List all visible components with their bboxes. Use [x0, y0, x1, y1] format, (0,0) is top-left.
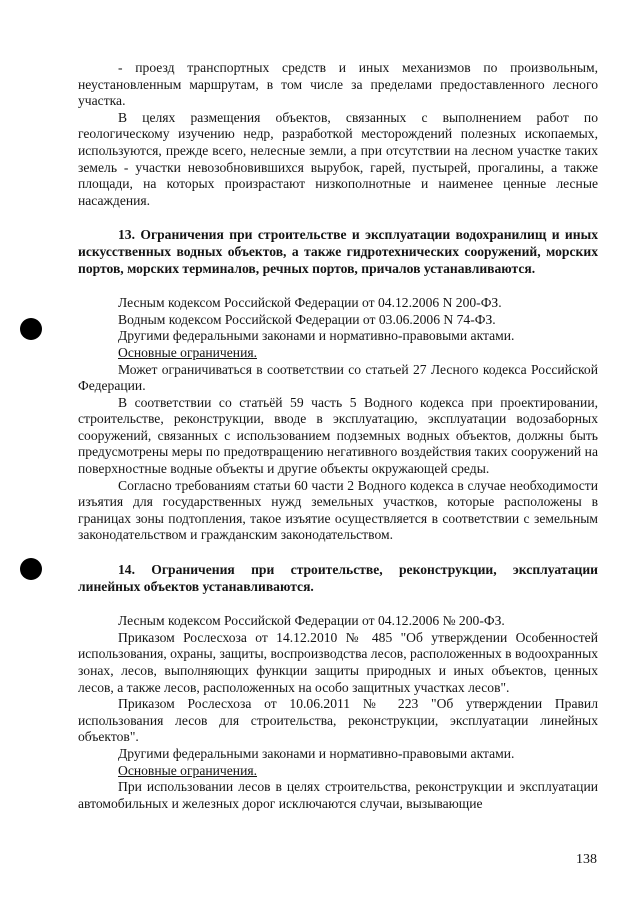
law-reference: Приказом Рослесхоза от 10.06.2011 № 223 "Об утверждении Правил использования лесов для строительства, реконструкции, эксплуатации линейных объектов". [78, 696, 598, 745]
paragraph: - проезд транспортных средств и иных механизмов по произвольным, неустановленным маршрутам, в том числе за пределами предоставленного лесного участка. [78, 60, 598, 109]
paragraph: Может ограничиваться в соответствии со статьей 27 Лесного кодекса Российской Федерации. [78, 361, 598, 394]
law-reference: Другими федеральными законами и нормативно-правовыми актами. [118, 745, 515, 761]
restrictions-label [78, 763, 598, 780]
law-reference: Лесным кодексом Российской Федерации от 04.12.2006 N 200-ФЗ. [118, 295, 502, 311]
paragraph: Согласно требованиям статьи 60 части 2 Водного кодекса в случае необходимости изъятия для государственных нужд земельных участков, которые расположены в границах зоны подтопления, такое изъятие осуществляется в соответствии с земельным законодательством и гражданским законодательством. [78, 477, 598, 543]
law-reference: Лесным кодексом Российской Федерации от 04.12.2006 № 200-ФЗ. [118, 613, 505, 629]
paragraph: В целях размещения объектов, связанных с выполнением работ по геологическому изучению недр, разработкой месторождений полезных ископаемых, используются, прежде всего, нелесные земли, а при отсутствии на лесном участке таких земель - участки невозобновившихся вырубок, гарей, пустырей, прогалины, а также площади, на которых произрастают низкополнотные и наименее ценные лесные насаждения. [78, 109, 598, 208]
law-reference: Другими федеральными законами и нормативно-правовыми актами. [118, 328, 515, 344]
punch-hole-top [20, 318, 42, 340]
punch-hole-bottom [20, 558, 42, 580]
page-number: 138 [576, 852, 597, 867]
section-13-heading: 13. Ограничения при строительстве и эксплуатации водохранилищ и иных искусственных водных объектов, а также гидротехнических сооружений, морских портов, морских терминалов, речных портов, причалов устанавливаются. [78, 227, 598, 276]
paragraph: При использовании лесов в целях строительства, реконструкции и эксплуатации автомобильных и железных дорог исключаются случаи, вызывающие [78, 779, 598, 811]
law-reference: Приказом Рослесхоза от 14.12.2010 № 485 "Об утверждении Особенностей использования, охраны, защиты, воспроизводства лесов, расположенных в водоохранных зонах, лесов, выполняющих функции защиты природных и иных объектов, ценных лесов, а также лесов, расположенных на особо защитных участках лесов". [78, 629, 598, 695]
restrictions-label-text: Основные ограничения. [118, 762, 258, 778]
law-reference: Водным кодексом Российской Федерации от 03.06.2006 N 74-ФЗ. [118, 311, 496, 327]
paragraph: В соответствии со статьёй 59 часть 5 Водного кодекса при проектировании, строительстве, реконструкции, вводе в эксплуатацию, эксплуатации водозаборных сооружений, связанных с использованием подземных водных объектов, должны быть предусмотрены меры по предотвращению негативного воздействия таких сооружений на поверхностные водные объекты и другие объекты окружающей среды. [78, 394, 598, 477]
restrictions-label [78, 345, 598, 362]
restrictions-label-text: Основные ограничения. [118, 344, 258, 360]
document-page [78, 60, 598, 812]
section-14-heading: 14. Ограничения при строительстве, реконструкции, эксплуатации линейных объектов устанавливаются. [78, 562, 598, 594]
